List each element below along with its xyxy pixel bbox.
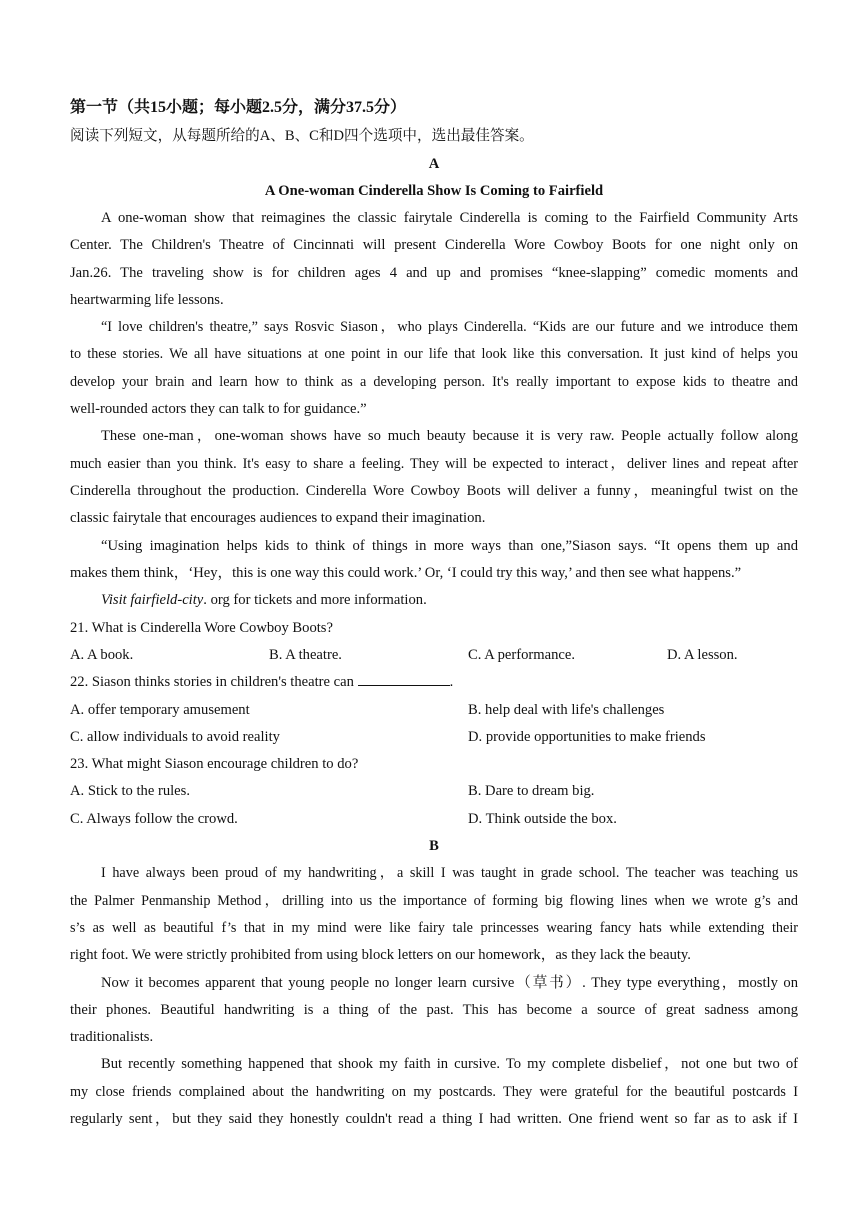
passage-b-line: right foot. We were strictly prohibited from using block letters on our homework，as they lack the beauty. <box>70 947 691 963</box>
passage-a-line: Jan.26. The traveling show is for children ages 4 and up and promises “knee-slapping” comedic moments and <box>70 265 798 281</box>
question-22-stem <box>70 673 798 691</box>
q23-option-a: A. Stick to the rules. <box>70 783 190 799</box>
passage-a-line: well-rounded actors they can talk to for guidance.” <box>70 401 367 417</box>
passage-b-line: Now it becomes apparent that young people no longer learn cursive（草书）. They type everything，mostly on <box>101 975 798 991</box>
q23-option-b: B. Dare to dream big. <box>468 783 595 799</box>
passage-b-line: I have always been proud of my handwriting，a skill I was taught in grade school. The teacher was teaching us <box>101 865 798 881</box>
q22-option-b: B. help deal with life's challenges <box>468 702 665 718</box>
q22-stem-end: . <box>449 674 454 690</box>
passage-a-title: A One-woman Cinderella Show Is Coming to Fairfield <box>264 183 604 199</box>
question-23-stem: 23. What might Siason encourage children to do? <box>70 756 359 772</box>
answer-blank <box>358 673 450 686</box>
passage-a-label: A <box>428 156 440 172</box>
q22-stem-text: 22. Siason thinks stories in children's theatre can <box>70 674 354 690</box>
passage-b-line: the Palmer Penmanship Method，drilling into us the importance of forming big flowing lines when we wrote g’s and <box>70 893 798 909</box>
passage-a-line: much easier than you think. It's easy to share a feeling. They will be expected to interact，deliver lines and repeat after <box>70 456 798 472</box>
passage-a-line: to these stories. We all have situations at one point in our life that look like this conversation. It just kind of helps you <box>70 346 798 362</box>
q22-option-d: D. provide opportunities to make friends <box>468 729 706 745</box>
passage-b-line: s’s as well as beautiful f’s that in my mind were like fairy tale princesses wearing fancy hats while extending their <box>70 920 798 936</box>
passage-a-line: Cinderella throughout the production. Cinderella Wore Cowboy Boots will deliver a funny，meaningful twist on the <box>70 483 798 499</box>
q22-option-a: A. offer temporary amusement <box>70 702 250 718</box>
passage-b-line: regularly sent，but they said they honestly couldn't read a thing I had written. One friend went so far as to ask if I <box>70 1111 798 1127</box>
q21-option-b: B. A theatre. <box>269 647 342 663</box>
passage-a-line: heartwarming life lessons. <box>70 292 224 308</box>
passage-a-line: classic fairytale that encourages audiences to expand their imagination. <box>70 510 486 526</box>
passage-a-line: “I love children's theatre,” says Rosvic Siason，who plays Cinderella. “Kids are our future and we introduce them <box>101 319 798 335</box>
visit-rest-text: . org for tickets and more information. <box>203 592 427 608</box>
passage-b-line: traditionalists. <box>70 1029 154 1045</box>
q21-option-a: A. A book. <box>70 647 134 663</box>
passage-a-line: develop your brain and learn how to think as a developing person. It's really important to expose kids to theatre and <box>70 374 798 390</box>
question-21-stem: 21. What is Cinderella Wore Cowboy Boots? <box>70 620 333 636</box>
q23-option-c: C. Always follow the crowd. <box>70 811 238 827</box>
q22-option-c: C. allow individuals to avoid reality <box>70 729 280 745</box>
visit-link-text: Visit fairfield-city <box>101 592 204 608</box>
passage-a-line: A one-woman show that reimagines the classic fairytale Cinderella is coming to the Fairfield Community Arts <box>101 210 798 226</box>
passage-a-line: makes them think，‘Hey，this is one way this could work.’ Or, ‘I could try this way,’ and then see what happens.” <box>70 565 742 581</box>
q21-option-c: C. A performance. <box>468 647 575 663</box>
section-header: 第一节（共15小题；每小题2.5分，满分37.5分） <box>70 99 407 116</box>
passage-b-line: But recently something happened that shook my faith in cursive. To my complete disbelief，not one but two of <box>101 1056 798 1072</box>
passage-b-label: B <box>429 838 439 854</box>
passage-a-line: These one-man，one-woman shows have so much beauty because it is very raw. People actually follow along <box>101 428 798 444</box>
passage-b-line: their phones. Beautiful handwriting is a thing of the past. This has become a source of great sadness among <box>70 1002 798 1018</box>
q21-option-d: D. A lesson. <box>667 647 738 663</box>
passage-a-line: Center. The Children's Theatre of Cincinnati will present Cinderella Wore Cowboy Boots for one night only on <box>70 237 798 253</box>
passage-a-line: “Using imagination helps kids to think of things in more ways than one,”Siason says. “It opens them up and <box>101 538 798 554</box>
instructions: 阅读下列短文，从每题所给的A、B、C和D四个选项中，选出最佳答案。 <box>70 128 534 144</box>
q23-option-d: D. Think outside the box. <box>468 811 617 827</box>
visit-line <box>70 591 798 609</box>
passage-b-line: my close friends complained about the handwriting on my postcards. They were grateful for the beautiful postcards I <box>70 1084 798 1100</box>
